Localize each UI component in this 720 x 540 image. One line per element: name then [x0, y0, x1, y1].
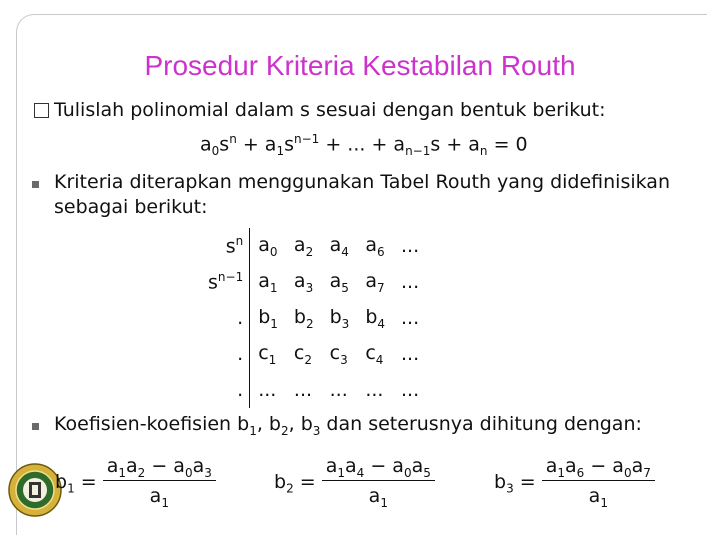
formula-b3: $b_3$ = $\frac{a_1a_6 - a_0a_7}{a_1}$: [494, 455, 655, 510]
square-bullet-icon: [32, 423, 39, 430]
routh-cell: $a_5$: [329, 269, 349, 295]
routh-cell: ...: [401, 307, 420, 329]
routh-row: [200, 300, 427, 336]
routh-cell: ...: [401, 343, 420, 365]
routh-cell: $a_3$: [293, 269, 314, 295]
formula-b2: $b_2$ = $\frac{a_1a_4 - a_0a_5}{a_1}$: [274, 455, 435, 510]
routh-cell: $c_1$: [258, 341, 277, 367]
routh-cell: ...: [365, 379, 384, 401]
routh-cell: $a_0$: [258, 233, 278, 259]
checkbox-bullet-icon: [34, 103, 49, 118]
slide-title: Prosedur Kriteria Kestabilan Routh: [144, 50, 576, 81]
fraction: $\frac{a_1a_6 - a_0a_7}{a_1}$: [542, 455, 655, 510]
routh-row: [200, 336, 427, 372]
routh-cell: $c_2$: [293, 341, 312, 367]
formula-b1: $b_1$ = $\frac{a_1a_2 - a_0a_3}{a_1}$: [55, 455, 216, 510]
routh-row-label: $s^n$: [200, 228, 250, 264]
routh-row: [200, 228, 427, 264]
routh-row-label: .: [200, 372, 250, 408]
routh-cell: $a_1$: [258, 269, 278, 295]
routh-cell: $a_6$: [365, 233, 385, 259]
routh-cell: $b_4$: [365, 305, 386, 331]
routh-cell: $a_2$: [293, 233, 314, 259]
routh-row: [200, 264, 427, 300]
routh-cell: $b_2$: [293, 305, 314, 331]
routh-cell: $a_7$: [365, 269, 385, 295]
routh-cell: ...: [401, 379, 420, 401]
routh-cell: ...: [258, 379, 277, 401]
item-3-text: Koefisien-koefisien $b_1$, $b_2$, $b_3$ dan seterusnya dihitung dengan:: [54, 413, 642, 438]
item-2-line-2: sebagai berikut:: [54, 196, 208, 218]
fraction: $\frac{a_1a_4 - a_0a_5}{a_1}$: [322, 455, 435, 510]
routh-cell: $c_3$: [329, 341, 348, 367]
routh-cell: ...: [401, 235, 420, 257]
routh-row: [200, 372, 427, 408]
routh-cell: ...: [293, 379, 313, 401]
item-2-line-1: Kriteria diterapkan menggunakan Tabel Routh yang didefinisikan: [54, 171, 670, 193]
routh-cell: ...: [329, 379, 348, 401]
routh-row-label: .: [200, 336, 250, 372]
square-bullet-icon: [32, 181, 39, 188]
routh-row-label: .: [200, 300, 250, 336]
routh-cell: $b_3$: [329, 305, 350, 331]
routh-cell: ...: [401, 271, 420, 293]
fraction: $\frac{a_1a_2 - a_0a_3}{a_1}$: [103, 455, 216, 510]
routh-cell: $c_4$: [365, 341, 384, 367]
polynomial-equation: $a_0s^n + a_1s^{n-1}$ + ... + $a_{n-1}s + a_n = 0$: [200, 132, 528, 159]
university-seal-logo: [8, 463, 62, 517]
routh-cell: $b_1$: [258, 305, 278, 331]
item-1-text: Tulislah polinomial dalam s sesuai dengan bentuk berikut:: [54, 99, 606, 121]
routh-row-label: $s^{n-1}$: [200, 264, 250, 300]
routh-table: [200, 228, 427, 408]
routh-cell: $a_4$: [329, 233, 349, 259]
